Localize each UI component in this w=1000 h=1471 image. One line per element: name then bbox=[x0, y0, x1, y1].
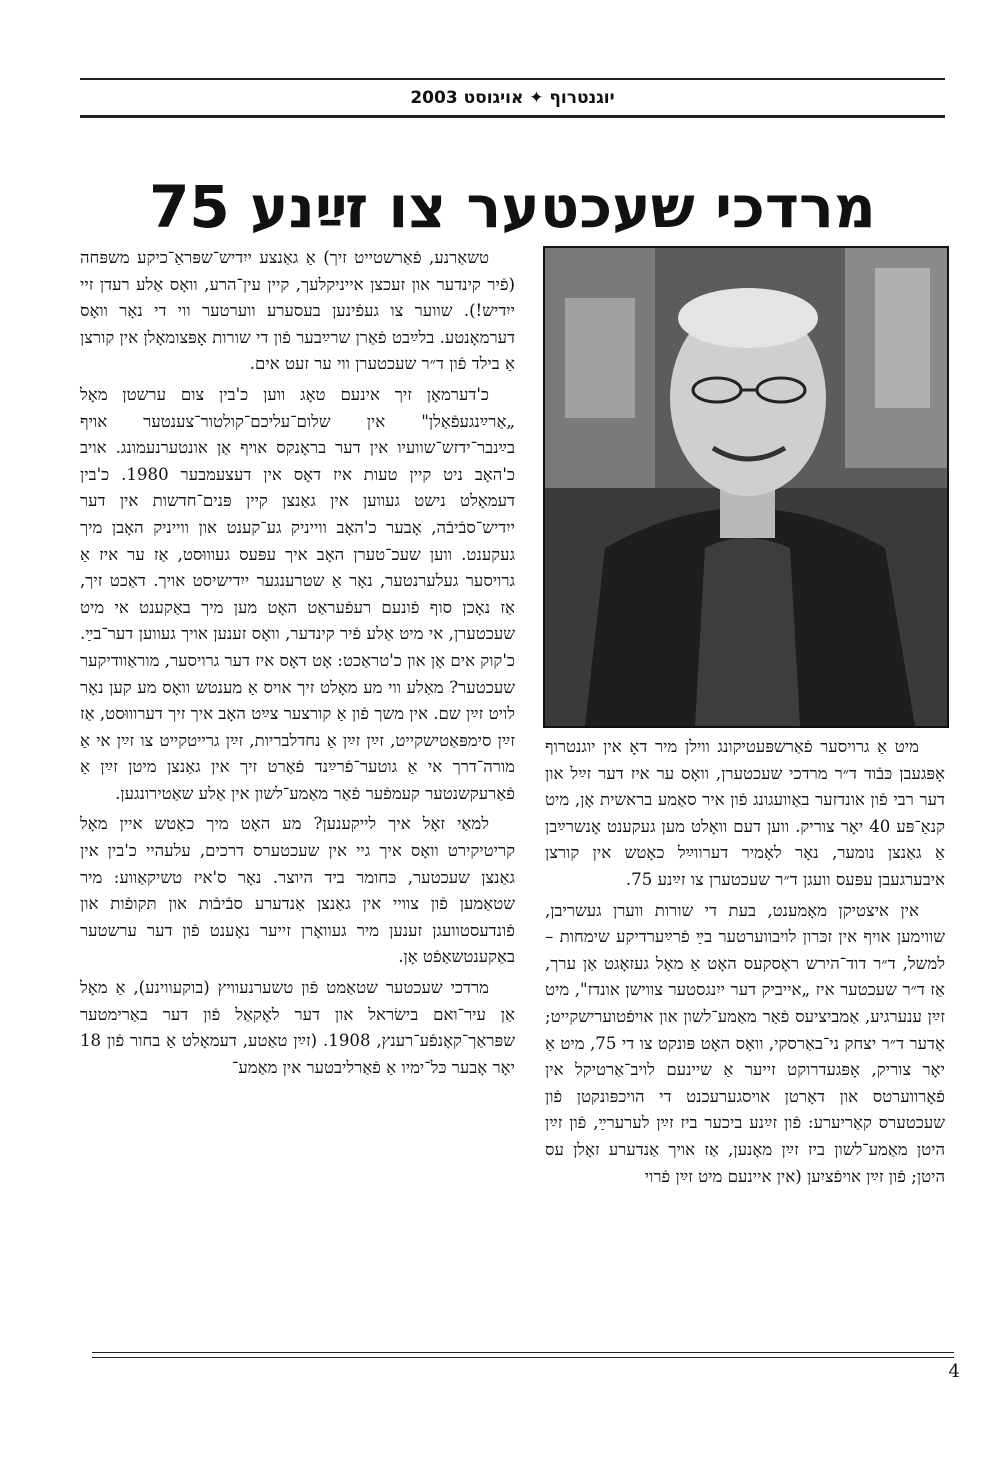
paragraph: כ'דערמאָן זיך אינעם טאָג ווען כ'בין צום ערשטן מאָל „אַרײַנגעפֿאַלן" אין שלום־עליכם־קולטור־צענטער אויף בײַנבר־ידזש־שוועיו אין דער בראָנקס אויף אַן אונטערנעמונג. אויב כ'האָב ניט קיין טעות איז דאָס אין דעצעמבער 1980. כ'בין דעמאָלט נישט געווען אין גאַנצן קיין פּנים־חדשות אין דער ייִדיש־סבֿיבֿה, אָבער כ'האָב ווייניק גע־קענט און ווייניק האָבן מיך געקענט. ווען שעכ־טערן האָב איך עפּעס געוווּסט, אַז ער איז אַ גרויסער געלערנטער, נאָר אַ שטרענגער ייִדישיסט אויך. דאַכט זיך, אַז נאָכן סוף פֿונעם רעפֿעראַט האָט מען מיך באַקענט אי מיט שעכטערן, אי מיט אַלע פֿיר קינדער, וואָס זענען אויך געווען דער־בײַ. כ'קוק אים אָן און כ'טראַכט: אָט דאָס איז דער גרויסער, מוראַוודיקער שעכטער? מאַלע ווי מע מאָלט זיך אויס אַ מענטש וואָס מע קען נאָר לויט זײַן שם. אין משך פֿון אַ קורצער צײַט האָב איך זיך דערוווּסט, אַז זײַן סימפּאַטישקייט, זײַן זײַן אַ נחדלבריות, זײַן גרייטקייט צו זײַן אי אַ מורה־דרך אי אַ גוטער־פֿרײַנד פֿאַרט זיך אין גאַנצן מיטן זײַן אַ פֿאַרעקשנטער קעמפֿער פֿאַר מאַמע־לשון אין אַלע שאַטירונגען. bbox=[80, 384, 515, 803]
footer-rule-top bbox=[92, 1352, 954, 1353]
article-column-right bbox=[80, 245, 515, 1085]
paragraph: מרדכי שעכטער שטאַמט פֿון טשערנעוויץ (בוקעווינע), אַ מאָל אַן עיר־ואם בישׂראל און דער לאָקאַל פֿון דער באַרימטער שפּראַך־קאָנפֿע־רענץ, 1908. (זײַן טאַטע, דעמאָלט אַ בחור פֿון 18 יאָר אָבער כּל־ימיו אַ פֿאַרליבטער אין מאַמע־ bbox=[80, 978, 515, 1077]
header-rule bbox=[80, 115, 945, 118]
portrait-photo bbox=[543, 246, 949, 728]
page-number: 4 bbox=[948, 1361, 960, 1382]
running-head: יוגנטרוף ✦ אויגוסט 2003 bbox=[410, 88, 615, 108]
article-column-left bbox=[545, 734, 945, 1194]
portrait-photo-icon bbox=[545, 248, 947, 726]
paragraph: טשאַרנע, פֿאַרשטייט זיך) אַ גאַנצע ייִדיש־שפּראַ־כיקע משפּחה (פֿיר קינדער און זעכצן אייניקלעך, קיין עין־הרע, וואָס אַלע רעדן זיי ייִדיש!). שווער צו געפֿינען בעסערע ווערטער ווי די נאָר וואָס דערמאָנטע. בלײַבט פֿאַרן שרײַבער פֿון די שורות אָפּצומאָלן אין קורצן אַ בילד פֿון ד״ר שעכטערן ווי ער זעט אים. bbox=[80, 248, 515, 374]
footer-rule-bottom bbox=[92, 1357, 954, 1358]
paragraph: מיט אַ גרויסער פֿאַרשפּעטיקונג ווילן מיר דאָ אין יוגנטרוף אָפּגעבן כּבֿוד ד״ר מרדכי שעכטערן, וואָס ער איז דער זײַל און דער רבי פֿון אונדזער באַוועגונג פֿון איר סאַמע בראשית אָן, מיט קנאַ־פּע 40 יאָר צוריק. ווען דעם וואָלט מען געקענט אָנשרײַבן אַ גאַנצן נומער, נאָר לאָמיר דערווײַל כאָטש אין קורצן איבערגעבן עפּעס וועגן ד״ר שעכטערן צו זײַנע 75. bbox=[545, 737, 945, 889]
paragraph: אין איצטיקן מאָמענט, בעת די שורות ווערן געשריבן, שווימען אויף אין זכּרון לויבווערטער בײַ פֿרײַערדיקע שימחות – למשל, ד״ר דוד־הירש ראָסקעס האָט אַ מאָל געזאָגט אַן ערך, אַז ד״ר שעכטער איז „אייביק דער ייִנגסטער צווישן אונדז", מיט זײַן ענערגיע, אַמביציעס פֿאַר מאַמע־לשון און אויפֿטוערישקייט; אָדער ד״ר יצחק ני־באַרסקי, וואָס האָט פּונקט צו די 75, מיט אַ יאָר צוריק, אָפּגעדרוקט זייער אַ שיינעם לויב־אַרטיקל אין פֿאָרווערטס און דאָרטן אויסגערעכנט די הויכפּונקטן פֿון שעכטערס קאַריערע: פֿון זײַנע ביכער ביז זײַן לערערײַ, פֿון זײַן היטן מאַמע־לשון ביז זײַן מאָנען, אַז אויך אַנדערע זאָלן עס היטן; פֿון זײַן אויפֿציִען (אין איינעם מיט זײַן פֿרוי bbox=[545, 900, 945, 1186]
paragraph: למאַי זאָל איך לייקענען? מע האָט מיך כאָטש איין מאָל קריטיקירט וואָס איך גיי אין שעכטערס דרכים, עלעהיי כ'בין אין גאַנצן שעכטער, כּחומר ביד היוצר. נאָר ס'איז טשיקאַווע: מיר שטאַמען פֿון צוויי אין גאַנצן אַנדערע סבֿיבֿות און תּקופֿות און פֿונדעסטוועגן זענען מיר געוואָרן זייער נאָענט פֿון דער ערשטער באַקענטשאַפֿט אָן. bbox=[80, 814, 515, 967]
top-rule bbox=[80, 78, 945, 80]
article-title: מרדכי שעכטער צו זײַנע 75 bbox=[149, 173, 876, 241]
